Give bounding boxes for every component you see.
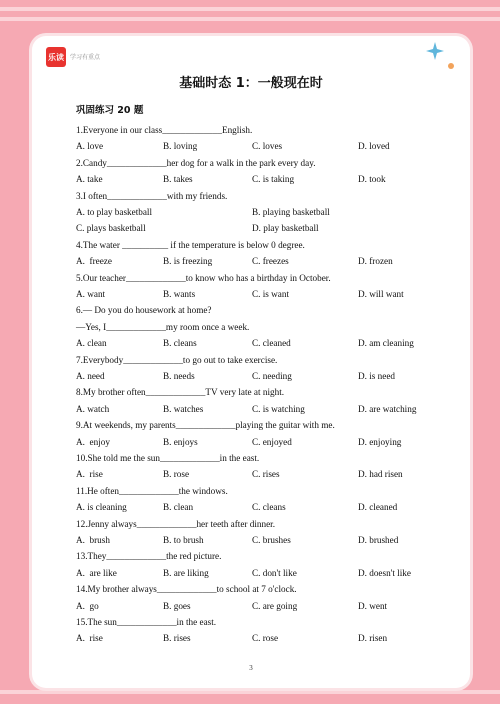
answer-option: D. are watching [358, 403, 417, 414]
answer-option: B. clean [163, 502, 194, 513]
answer-option: D. will want [358, 289, 404, 299]
answer-option: B. playing basketball [252, 207, 330, 217]
answer-option: D. brushed [358, 535, 399, 545]
answer-option: A. go [76, 600, 99, 611]
answer-option: B. rises [163, 633, 191, 644]
answer-option: C. freezes [252, 256, 289, 267]
answer-option: C. rose [252, 633, 279, 644]
answer-option: C. plays basketball [76, 223, 146, 234]
brand-tagline: 学习有重点 [70, 54, 101, 61]
answer-option: C. is taking [252, 174, 295, 185]
answer-option: D. am cleaning [358, 338, 414, 349]
answer-option: A. take [76, 174, 103, 185]
answer-option: C. needing [252, 371, 292, 381]
answer-option: B. wants [163, 289, 196, 299]
answer-option: A. clean [76, 338, 107, 349]
answer-option: B. rose [163, 469, 190, 480]
question-stem: 5.Our teacher_____________to know who has a birthday in October. [76, 272, 331, 283]
sparkle-icon [426, 42, 444, 60]
question-stem: 6.— Do you do housework at home? [76, 305, 212, 316]
question-stem: 1.Everyone in our class_____________English. [76, 125, 253, 135]
answer-option: A. is cleaning [76, 502, 127, 513]
answer-option: D. play basketball [252, 223, 319, 234]
answer-option: C. cleaned [252, 338, 291, 349]
page-number: 3 [249, 664, 253, 672]
question-stem: 9.At weekends, my parents_____________playing the guitar with me. [76, 420, 335, 431]
question-stem: 14.My brother always_____________to school at 7 o'clock. [76, 584, 297, 595]
answer-option: C. brushes [252, 535, 291, 545]
page-title: 基础时态 1：一般现在时 [179, 76, 323, 91]
answer-option: B. is freezing [163, 256, 213, 267]
question-stem: 3.I often_____________with my friends. [76, 190, 228, 201]
answer-option: D. is need [358, 371, 395, 381]
answer-option: D. cleaned [358, 502, 398, 513]
answer-option: A. rise [76, 633, 103, 644]
answer-option: D. loved [358, 141, 390, 152]
answer-option: C. is want [252, 289, 290, 299]
answer-option: B. cleans [163, 338, 197, 349]
answer-option: D. risen [358, 633, 388, 644]
question-stem: 13.They_____________the red picture. [76, 551, 222, 562]
question-stem: 7.Everybody_____________to go out to take exercise. [76, 354, 278, 365]
answer-option: B. to brush [163, 535, 204, 545]
question-stem: 11.He often_____________the windows. [76, 485, 228, 496]
answer-option: B. loving [163, 141, 198, 152]
worksheet-page [32, 36, 470, 688]
answer-option: C. is watching [252, 403, 305, 414]
answer-option: D. doesn't like [358, 567, 411, 578]
answer-option: A. brush [76, 535, 110, 545]
answer-option: D. frozen [358, 256, 393, 267]
answer-option: D. went [358, 600, 388, 611]
answer-option: D. had risen [358, 469, 403, 480]
answer-option: C. don't like [252, 567, 297, 578]
answer-option: A. love [76, 141, 104, 152]
answer-option: B. goes [163, 600, 191, 611]
answer-option: A. want [76, 289, 106, 299]
answer-option: C. cleans [252, 502, 286, 513]
answer-option: B. are liking [163, 567, 209, 578]
section-subtitle: 巩固练习 20 题 [76, 105, 144, 116]
question-stem: 2.Candy_____________her dog for a walk in the park every day. [76, 157, 316, 168]
answer-option: A. watch [76, 403, 110, 414]
answer-option: C. enjoyed [252, 436, 292, 447]
background-stripe [0, 17, 500, 21]
answer-option: B. enjoys [163, 436, 198, 447]
answer-option: A. freeze [76, 256, 112, 267]
question-stem: 10.She told me the sun_____________in the east. [76, 453, 260, 463]
answer-option: D. took [358, 174, 386, 185]
answer-option: A. need [76, 371, 105, 381]
answer-option: B. takes [163, 174, 193, 185]
answer-option: A. rise [76, 469, 103, 480]
question-stem: 4.The water __________ if the temperature is below 0 degree. [76, 239, 305, 250]
decor-dot [448, 63, 454, 69]
answer-option: B. watches [163, 403, 204, 414]
answer-option: A. are like [76, 567, 117, 578]
answer-option: C. loves [252, 141, 283, 152]
question-stem: 12.Jenny always_____________her teeth after dinner. [76, 518, 276, 529]
answer-option: B. needs [163, 371, 195, 381]
answer-option: D. enjoying [358, 436, 402, 447]
answer-option: A. to play basketball [76, 207, 153, 217]
question-stem: 8.My brother often_____________TV very late at night. [76, 387, 285, 398]
brand-logo: 乐读 [46, 47, 66, 67]
question-stem: 15.The sun_____________in the east. [76, 617, 217, 627]
answer-option: C. are going [252, 600, 298, 611]
answer-option: C. rises [252, 469, 280, 480]
background-stripe [0, 7, 500, 11]
background-stripe [0, 690, 500, 694]
question-stem: —Yes, I_____________my room once a week. [76, 321, 250, 332]
answer-option: A. enjoy [76, 436, 110, 447]
